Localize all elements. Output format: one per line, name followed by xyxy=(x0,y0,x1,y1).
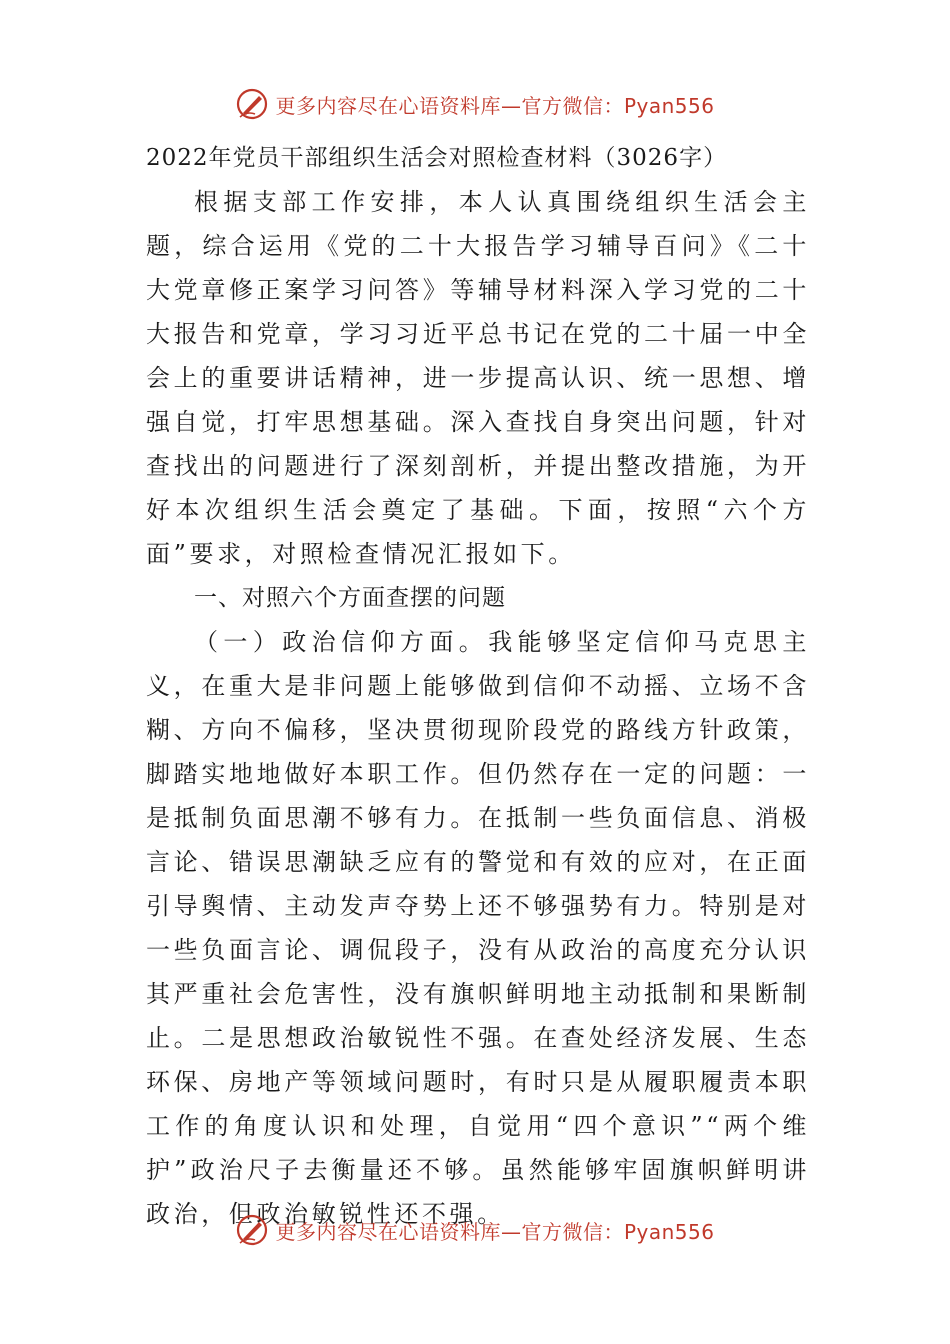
watermark-text: 更多内容尽在心语资料库—官方微信：Pyan556 xyxy=(275,1219,715,1244)
section-heading: 一、对照六个方面查摆的问题 xyxy=(194,585,506,611)
intro-paragraph: 根据支部工作安排，本人认真围绕组织生活会主题，综合运用《党的二十大报告学习辅导百问》《二十大党章修正案学习问答》等辅导材料深入学习党的二十大报告和党章，学习习近平总书记在党的二十届一中全会上的重要讲话精神，进一步提高认识、统一思想、增强自觉，打牢思想基础。深入查找自身突出问题，针对查找出的问题进行了深刻剖析，并提出整改措施，为开好本次组织生活会奠定了基础。下面，按照“六个方面”要求，对照检查情况汇报如下。 xyxy=(146,188,810,568)
pen-circle-icon xyxy=(235,87,269,121)
watermark-text: 更多内容尽在心语资料库—官方微信：Pyan556 xyxy=(275,93,715,118)
political-belief-paragraph: （一）政治信仰方面。我能够坚定信仰马克思主义，在重大是非问题上能够做到信仰不动摇、立场不含糊、方向不偏移，坚决贯彻现阶段党的路线方针政策，脚踏实地地做好本职工作。但仍然存在一定的问题：一是抵制负面思潮不够有力。在抵制一些负面信息、消极言论、错误思潮缺乏应有的警觉和有效的应对，在正面引导舆情、主动发声夺势上还不够强势有力。特别是对一些负面言论、调侃段子，没有从政治的高度充分认识其严重社会危害性，没有旗帜鲜明地主动抵制和果断制止。二是思想政治敏锐性不强。在查处经济发展、生态环保、房地产等领域问题时，有时只是从履职履责本职工作的角度认识和处理，自觉用“四个意识”“两个维护”政治尺子去衡量还不够。虽然能够牢固旗帜鲜明讲政治，但政治敏锐性还不强。 xyxy=(146,628,810,1228)
watermark-banner-bottom xyxy=(0,1210,950,1250)
document-body xyxy=(146,136,810,1236)
watermark-banner-top xyxy=(0,84,950,124)
pen-circle-icon xyxy=(235,1213,269,1247)
document-title: 2022年党员干部组织生活会对照检查材料（3026字） xyxy=(146,145,728,171)
